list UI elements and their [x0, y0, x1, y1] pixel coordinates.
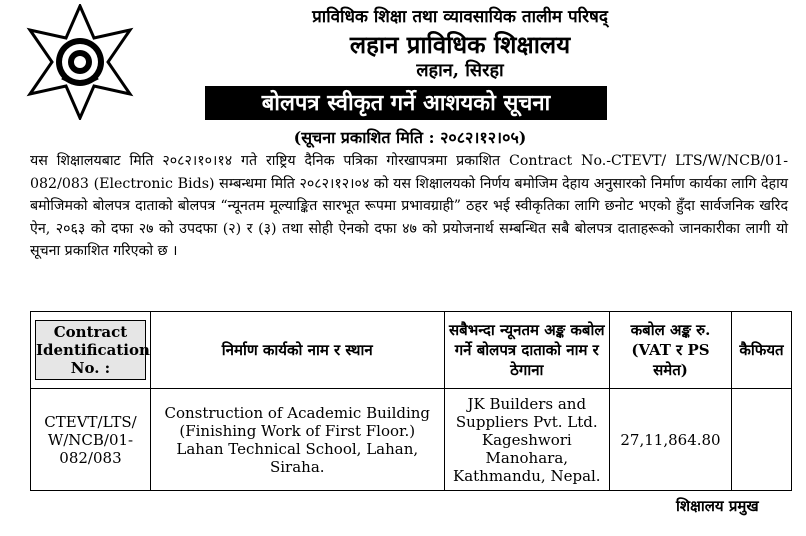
header-work-name: निर्माण कार्यको नाम र स्थान — [150, 312, 444, 389]
school-address: लहान, सिरहा — [416, 60, 504, 81]
header-contract-id — [31, 312, 151, 389]
header-bidder: सबैभन्दा न्यूनतम अङ्क कबोल गर्ने बोलपत्र दाताको नाम र ठेगाना — [444, 312, 609, 389]
header-amount: कबोल अङ्क रु. (VAT र PS समेत) — [610, 312, 732, 389]
notice-title: बोलपत्र स्वीकृत गर्ने आशयको सूचना — [205, 86, 607, 120]
school-name: लहान प्राविधिक शिक्षालय — [349, 30, 571, 59]
signature-line — [676, 490, 790, 491]
header-contract-id-box: Contract Identification No. : — [35, 320, 146, 380]
work-name-cell: Construction of Academic Building (Finishing Work of First Floor.) Lahan Technical School, Lahan, Siraha. — [150, 389, 444, 491]
publish-date: (सूचना प्रकाशित मिति : २०८२।१२।०५) — [293, 128, 527, 147]
bidder-cell: JK Builders and Suppliers Pvt. Ltd. Kageshwori Manohara, Kathmandu, Nepal. — [444, 389, 609, 491]
council-name: प्राविधिक शिक्षा तथा व्यावसायिक तालीम परिषद् — [312, 7, 608, 27]
remarks-cell — [732, 389, 792, 491]
table-row — [31, 389, 792, 491]
notice-paragraph: यस शिक्षालयबाट मिति २०८२।१०।१४ गते राष्ट्रिय दैनिक पत्रिका गोरखापत्रमा प्रकाशित Contract No.-CTEVT/ LTS/W/NCB/01-082/083 (Electronic Bids) सम्बन्धमा मिति २०८२।१२।०४ को यस शिक्षालयको निर्णय बमोजिम देहाय अनुसारको निर्माण कार्यका लागि देहाय बमोजिमको बोलपत्र दाताको बोलपत्र “न्यूनतम मूल्याङ्कित सारभूत रूपमा प्रभावग्राही” ठहर भई स्वीकृतिका लागि छनोट भएको हुँदा सार्वजनिक खरिद ऐन, २०६३ को दफा २७ को उपदफा (२) र (३) तथा सोही ऐनको दफा ४७ को प्रयोजनार्थ सम्बन्धित सबै बोलपत्र दाताहरूको जानकारीका लागी यो सूचना प्रकाशित गरिएको छ । — [30, 153, 788, 259]
amount-cell: 27,11,864.80 — [610, 389, 732, 491]
ctevt-emblem-icon — [22, 4, 138, 120]
header-remarks: कैफियत — [732, 312, 792, 389]
contract-id-cell: CTEVT/LTS/ W/NCB/01- 082/083 — [31, 389, 151, 491]
signature-label: शिक्षालय प्रमुख — [676, 497, 759, 515]
table-header-row — [31, 312, 792, 389]
bid-table — [30, 311, 792, 491]
